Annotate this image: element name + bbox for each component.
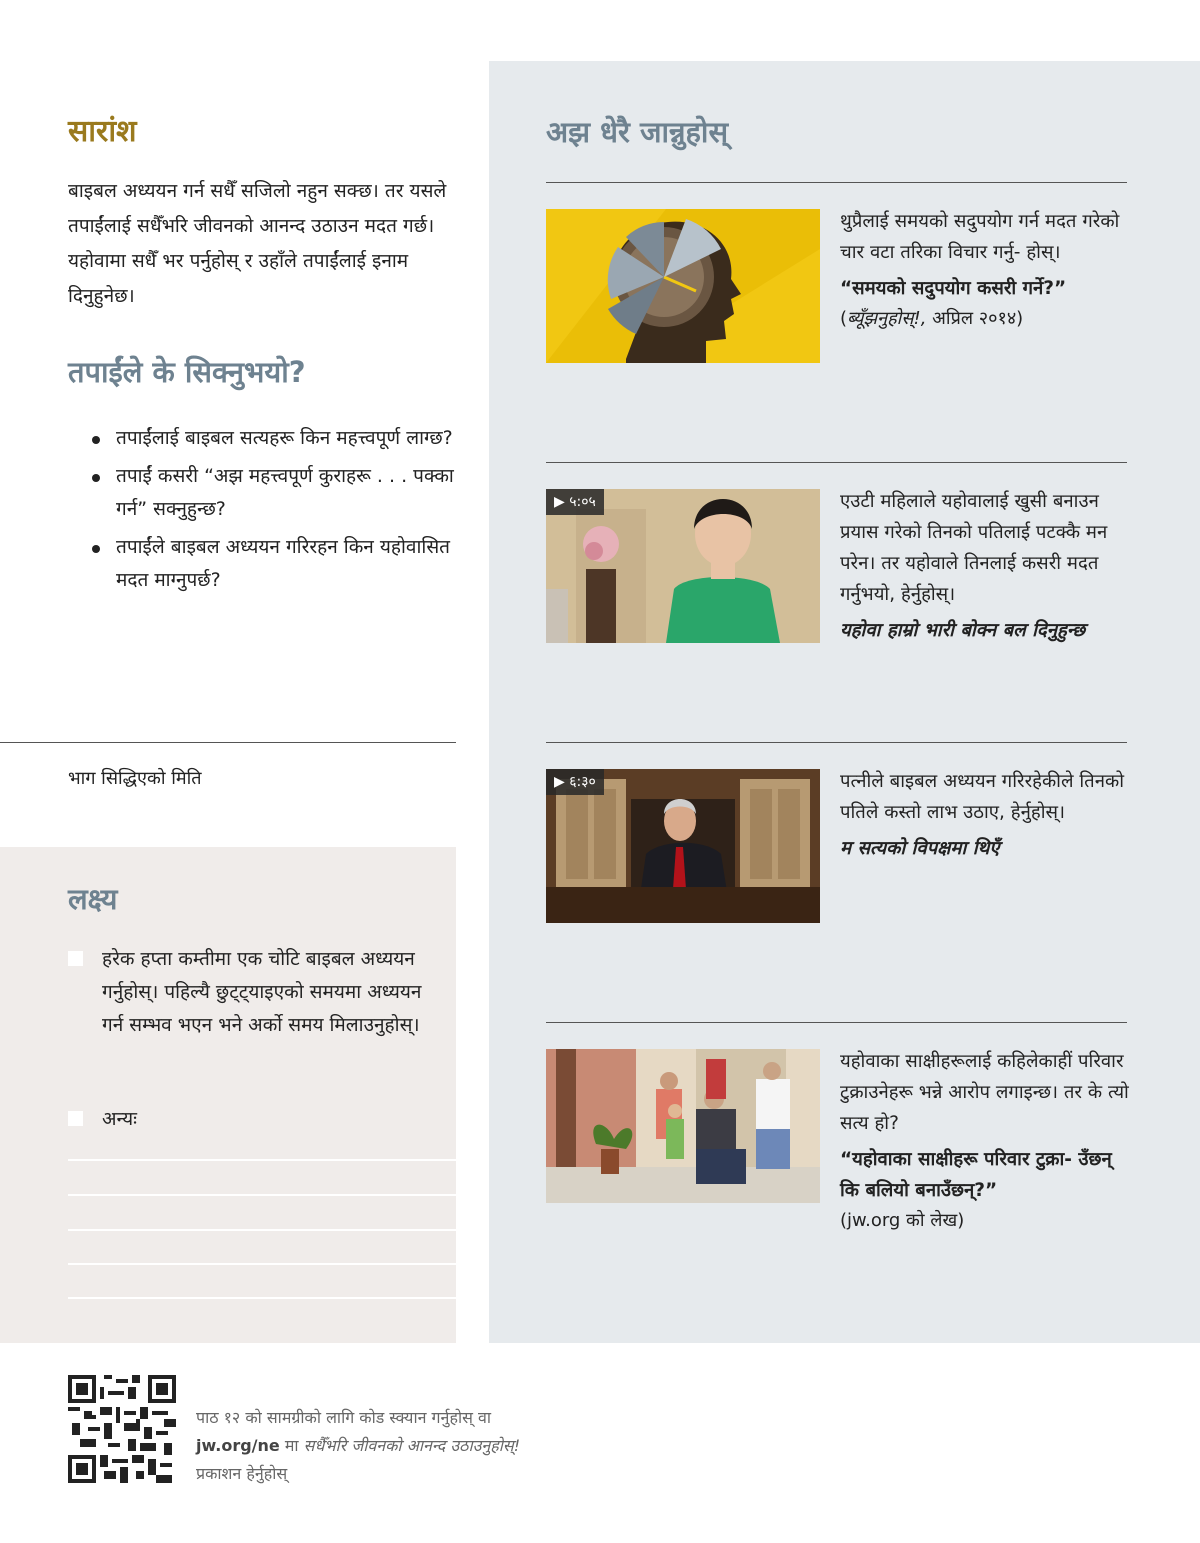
- bullet-icon: [92, 545, 100, 553]
- article-title-link[interactable]: “समयको सदुपयोग कसरी गर्ने?”: [840, 278, 1067, 299]
- divider: [546, 462, 1127, 463]
- summary-heading: सारांश: [68, 114, 137, 149]
- video-title-link[interactable]: यहोवा हाम्रो भारी बोक्न बल दिनुहुन्छ: [840, 620, 1086, 641]
- qr-code[interactable]: [68, 1375, 176, 1483]
- other-label: अन्यः: [102, 1108, 137, 1130]
- video-duration-badge: ▶ ६:३०: [546, 769, 604, 795]
- video-thumbnail[interactable]: [546, 769, 820, 923]
- item-description: एउटी महिलाले यहोवालाई खुसी बनाउन प्रयास गरेको तिनको पतिलाई पटक्कै मन परेन। तर यहोवाले तिनलाई कसरी मदत गर्नुभयो, हेर्नुहोस्।: [840, 491, 1108, 605]
- footer-line-3: प्रकाशन हेर्नुहोस्: [196, 1464, 288, 1483]
- question-list: [68, 422, 458, 597]
- bullet-icon: [92, 474, 100, 482]
- item-description: यहोवाका साक्षीहरूलाई कहिलेकाहीं परिवार टुक्राउनेहरू भन्ने आरोप लगाइन्छ। तर के त्यो सत्य हो?: [840, 1051, 1129, 1134]
- article-item: [840, 1046, 1130, 1236]
- article-thumbnail[interactable]: [546, 1049, 820, 1203]
- article-item: [840, 206, 1130, 334]
- writing-line[interactable]: [68, 1159, 456, 1161]
- article-title-link[interactable]: “यहोवाका साक्षीहरू परिवार टुक्रा- उँछन् कि बलियो बनाउँछन्?”: [840, 1149, 1112, 1201]
- item-description: थुप्रैलाई समयको सदुपयोग गर्न मदत गरेको चार वटा तरिका विचार गर्नु- होस्।: [840, 211, 1120, 263]
- footer-line-1: पाठ १२ को सामग्रीको लागि कोड स्क्यान गर्नुहोस् वा: [196, 1408, 492, 1427]
- divider: [546, 182, 1127, 183]
- checkbox[interactable]: [68, 951, 83, 966]
- article-source: (ब्यूँझनुहोस्!, अप्रिल २०१४): [840, 308, 1024, 329]
- bullet-icon: [92, 436, 100, 444]
- learned-heading: तपाईंले के सिक्नुभयो?: [68, 355, 306, 389]
- divider: [546, 742, 1127, 743]
- video-duration-badge: ▶ ५:०५: [546, 489, 604, 515]
- question-item: तपाईं कसरी “अझ महत्त्वपूर्ण कुराहरू . . . पक्का गर्न” सक्नुहुन्छ?: [92, 460, 458, 526]
- goal-text: हरेक हप्ता कम्तीमा एक चोटि बाइबल अध्ययन गर्नुहोस्। पहिल्यै छुट्ट्याइएको समयमा अध्ययन गर्न सम्भव भएन भने अर्को समय मिलाउनुहोस्।: [102, 948, 422, 1036]
- video-item: [840, 766, 1130, 864]
- footer-line-2: jw.org/ne मा सधैँभरि जीवनको आनन्द उठाउनुहोस्!: [196, 1436, 521, 1455]
- family-image: [546, 1049, 820, 1203]
- video-title-link[interactable]: म सत्यको विपक्षमा थिएँ: [840, 838, 1000, 859]
- writing-line[interactable]: [68, 1194, 456, 1196]
- completed-date-label: भाग सिद्धिएको मिति: [68, 768, 202, 789]
- goal-section: [0, 847, 456, 1343]
- writing-line[interactable]: [68, 1229, 456, 1231]
- summary-section: [68, 112, 458, 314]
- time-head-illustration: [546, 209, 820, 363]
- article-thumbnail[interactable]: [546, 209, 820, 363]
- other-checkbox-item[interactable]: [68, 1103, 438, 1136]
- article-source: (jw.org को लेख): [840, 1210, 965, 1231]
- writing-line[interactable]: [68, 1297, 456, 1299]
- learn-more-heading: अझ धेरै जान्नुहोस्: [546, 115, 729, 149]
- learned-section: [68, 352, 458, 602]
- divider: [546, 1022, 1127, 1023]
- checkbox[interactable]: [68, 1111, 83, 1126]
- footer-url-link[interactable]: jw.org/ne: [196, 1436, 280, 1455]
- goal-heading: लक्ष्य: [68, 882, 118, 916]
- question-item: तपाईंले बाइबल अध्ययन गरिरहन किन यहोवासित मदत माग्नुपर्छ?: [92, 531, 458, 597]
- writing-line[interactable]: [68, 1263, 456, 1265]
- footer-text: [196, 1404, 520, 1488]
- video-item: [840, 486, 1130, 646]
- goal-checkbox-item[interactable]: [68, 943, 438, 1042]
- item-description: पत्नीले बाइबल अध्ययन गरिरहेकीले तिनको पतिले कस्तो लाभ उठाए, हेर्नुहोस्।: [840, 771, 1124, 823]
- question-item: तपाईंलाई बाइबल सत्यहरू किन महत्त्वपूर्ण लाग्छ?: [92, 422, 458, 455]
- summary-text: बाइबल अध्ययन गर्न सधैँ सजिलो नहुन सक्छ। तर यसले तपाईंलाई सधैँभरि जीवनको आनन्द उठाउन मदत गर्छ। यहोवामा सधैँ भर पर्नुहोस् र उहाँले तपाईंलाई इनाम दिनुहुनेछ।: [68, 180, 447, 307]
- qr-code-icon: [68, 1375, 176, 1483]
- video-thumbnail[interactable]: [546, 489, 820, 643]
- divider: [0, 742, 456, 743]
